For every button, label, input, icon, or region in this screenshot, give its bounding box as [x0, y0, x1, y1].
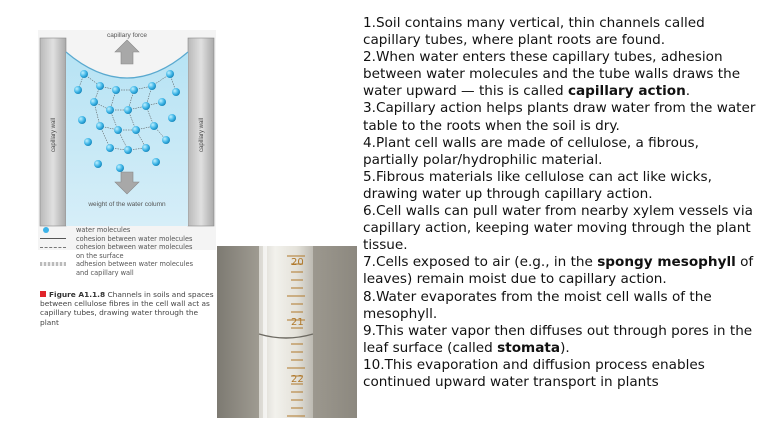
legend-label: adhesion between water molecules and capillary wall — [76, 260, 194, 277]
water-molecule-icon — [40, 226, 70, 234]
wall-label-right: capillary wall — [199, 117, 205, 153]
note-item: 4.Plant cell walls are made of cellulose, a fibrous, partially polar/hydrophilic material. — [363, 134, 699, 168]
surface-cohesion-arrow-icon — [40, 243, 70, 251]
caption-label: Figure A1.1.8 — [49, 290, 106, 299]
capillary-action-notes — [363, 15, 758, 391]
legend-item — [40, 226, 220, 235]
note-item: 5.Fibrous materials like cellulose can act like wicks, drawing water up through capillary action. — [363, 168, 712, 202]
legend-item — [40, 260, 220, 277]
legend-item — [40, 235, 220, 244]
figure-caption — [40, 290, 218, 327]
graduated-cylinder-photo — [217, 246, 357, 418]
caption-marker-icon — [40, 291, 46, 297]
note-item: 9.This water vapor then diffuses out through pores in the leaf surface (called stomata). — [363, 322, 753, 356]
legend-label: cohesion between water molecules — [76, 234, 193, 243]
legend-item — [40, 243, 220, 260]
adhesion-bar-icon — [40, 260, 70, 268]
note-item: 1.Soil contains many vertical, thin channels called capillary tubes, where plant roots are found. — [363, 15, 705, 49]
note-item: 10.This evaporation and diffusion process enables continued upward water transport in plants — [363, 356, 705, 390]
note-item: 3.Capillary action helps plants draw water from the water table to the roots when the soil is dry. — [363, 100, 756, 134]
weight-label: weight of the water column — [88, 201, 166, 208]
capillary-force-label: capillary force — [106, 32, 148, 39]
cohesion-arrow-icon — [40, 235, 70, 243]
caption-text: Channels in soils and spaces between cellulose fibres in the cell wall act as capillary tubes, drawing water through the plant — [40, 290, 214, 327]
note-item: 2.When water enters these capillary tubes, adhesion between water molecules and the tube walls draws the water upward — this is called capillary action. — [363, 49, 741, 100]
capillary-diagram — [38, 30, 216, 250]
figure-legend — [40, 226, 220, 278]
tick-label: 22 — [291, 374, 304, 385]
legend-label: water molecules — [76, 226, 131, 234]
wall-label-left: capillary wall — [51, 117, 57, 153]
tick-label: 20 — [291, 257, 304, 268]
note-item: 7.Cells exposed to air (e.g., in the spongy mesophyll of leaves) remain moist due to capillary action. — [363, 254, 754, 288]
tick-label: 21 — [291, 317, 304, 328]
note-item: 8.Water evaporates from the moist cell walls of the mesophyll. — [363, 288, 712, 322]
legend-label: cohesion between water molecules on the surface — [76, 243, 193, 260]
note-item: 6.Cell walls can pull water from nearby xylem vessels via capillary action, keeping water moving through the plant tissue. — [363, 203, 753, 254]
